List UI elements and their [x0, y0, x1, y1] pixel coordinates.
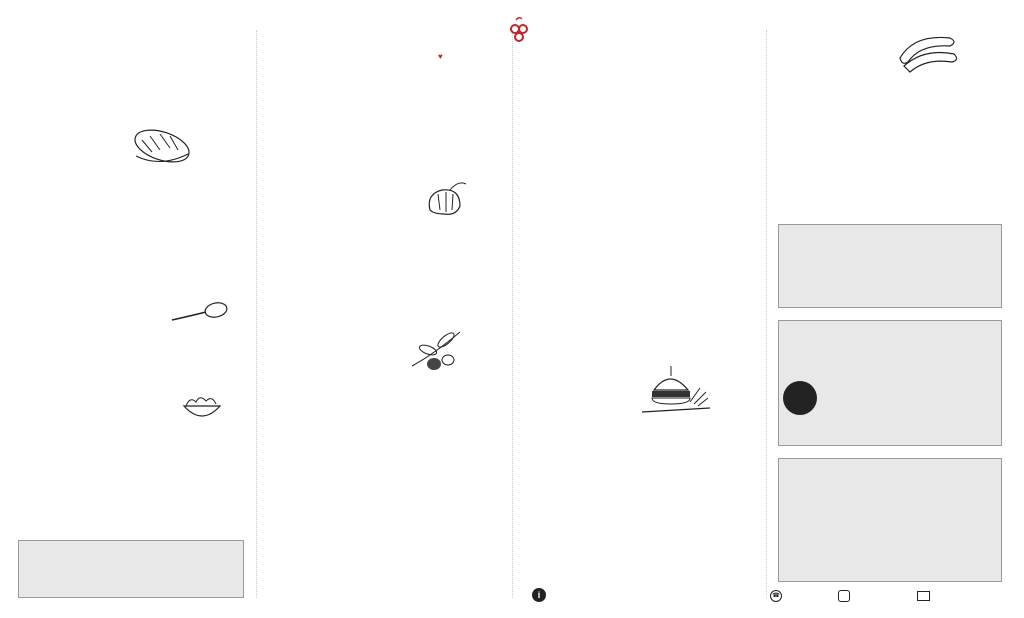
opening-hours-box [18, 540, 244, 598]
info-icon: i [532, 588, 546, 602]
salad-bowl-icon [180, 392, 224, 422]
shrimp-icon [420, 180, 468, 224]
sausage-icon [894, 28, 962, 74]
instagram-icon [838, 590, 850, 602]
fold-line [766, 30, 767, 598]
fold-line [512, 30, 513, 598]
inklusive-badge [783, 381, 817, 415]
spoon-icon [170, 296, 230, 326]
fold-line [256, 30, 257, 598]
mail-icon [917, 591, 930, 601]
olive-branch-icon [408, 326, 464, 376]
phone-icon: ☎ [770, 590, 782, 602]
sonntag-promo-box [778, 458, 1002, 582]
bread-icon [130, 122, 194, 170]
heart-icon: ♥ [438, 52, 443, 61]
mittwochs-promo-box [778, 224, 1002, 308]
grapes-logo-icon [508, 16, 530, 44]
burger-icon [640, 362, 712, 418]
fruehstueck-promo-box [778, 320, 1002, 446]
